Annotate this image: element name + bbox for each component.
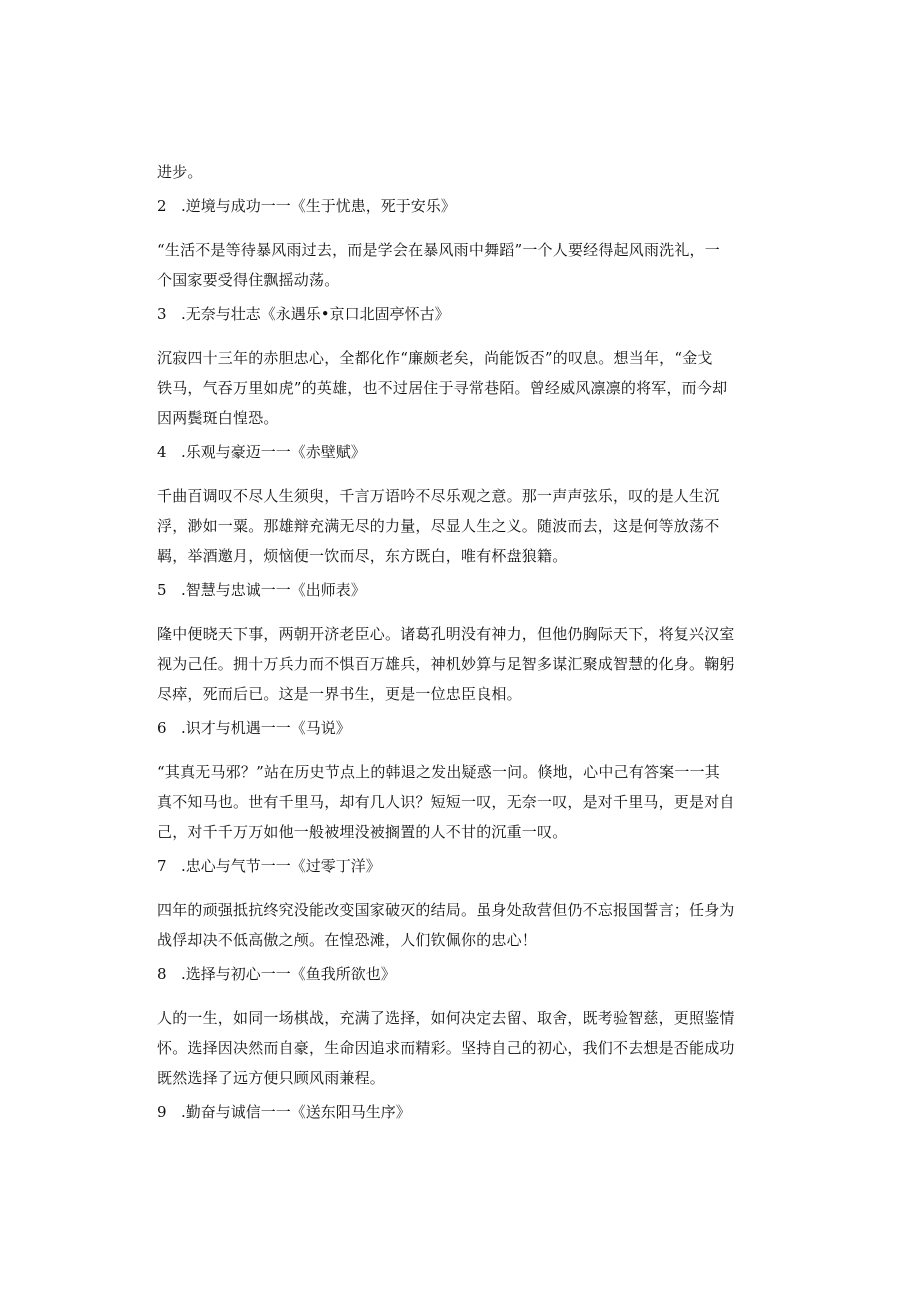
section-title: .智慧与忠诚一一《出师表》 <box>181 581 366 599</box>
section-paragraph <box>157 757 769 847</box>
section-heading <box>157 959 769 989</box>
section-heading <box>157 575 769 605</box>
section-title: .识才与机遇一一《马说》 <box>181 719 351 737</box>
paragraph-line: 真不知马也。世有千里马，却有几人识？短短一叹，无奈一叹，是对千里马，更是对自 <box>157 793 735 811</box>
section-title: .无奈与壮志《永遇乐•京口北固亭怀古》 <box>181 305 450 323</box>
paragraph-line: “其真无马邪？”站在历史节点上的韩退之发出疑惑一问。倏地，心中己有答案一一其 <box>157 763 720 781</box>
document-body <box>157 157 769 1141</box>
paragraph-line: 羁，举酒邀月，烦恼便一饮而尽，东方既白，唯有杯盘狼籍。 <box>157 547 568 565</box>
section-title: .选择与初心一一《鱼我所欲也》 <box>181 965 396 983</box>
section-paragraph <box>157 619 769 709</box>
section-number: 5 <box>157 581 167 599</box>
section-paragraph <box>157 235 769 295</box>
paragraph-line: 铁马，气吞万里如虎”的英雄，也不过居住于寻常巷陌。曾经威风凛凛的将军，而今却 <box>157 379 728 397</box>
intro-tail-text: 进步。 <box>157 163 203 181</box>
paragraph-line: 视为己任。拥十万兵力而不惧百万雄兵，神机妙算与足智多谋汇聚成智慧的化身。鞠躬 <box>157 655 735 673</box>
paragraph-line: 隆中便晓天下事，两朝开济老臣心。诸葛孔明没有神力，但他仍胸际天下，将复兴汉室 <box>157 625 735 643</box>
section-paragraph <box>157 895 769 955</box>
section-heading <box>157 191 769 221</box>
section-number: 7 <box>157 857 167 875</box>
section-heading <box>157 713 769 743</box>
paragraph-line: 千曲百调叹不尽人生须臾，千言万语吟不尽乐观之意。那一声声弦乐，叹的是人生沉 <box>157 487 720 505</box>
section-title: .勤奋与诚信一一《送东阳马生序》 <box>181 1103 411 1121</box>
paragraph-line: 人的一生，如同一场棋战，充满了选择，如何决定去留、取舍，既考验智慈，更照鉴情 <box>157 1009 735 1027</box>
section-number: 8 <box>157 965 167 983</box>
paragraph-line: “生活不是等待暴风雨过去，而是学会在暴风雨中舞蹈”一个人要经得起风雨洗礼，一 <box>157 241 720 259</box>
section-number: 3 <box>157 305 167 323</box>
paragraph-line: 个国家要受得住飘摇动荡。 <box>157 271 340 289</box>
section-number: 9 <box>157 1103 167 1121</box>
paragraph-line: 战俘却决不低高傲之颅。在惶恐滩，人们钦佩你的忠心！ <box>157 931 538 949</box>
paragraph-line: 沉寂四十三年的赤胆忠心，全都化作“廉颇老矣，尚能饭否”的叹息。想当年，“金戈 <box>157 349 713 367</box>
section-paragraph <box>157 481 769 571</box>
section-heading <box>157 851 769 881</box>
section-heading <box>157 299 769 329</box>
section-title: .忠心与气节一一《过零丁洋》 <box>181 857 381 875</box>
paragraph-line: 既然选择了远方便只顾风雨兼程。 <box>157 1069 386 1087</box>
paragraph-line: 己，对千千万万如他一般被埋没被搁置的人不甘的沉重一叹。 <box>157 823 568 841</box>
paragraph-line: 四年的顽强抵抗终究没能改变国家破灭的结局。虽身处敌营但仍不忘报国誓言；任身为 <box>157 901 735 919</box>
section-heading <box>157 1097 769 1127</box>
section-number: 6 <box>157 719 167 737</box>
paragraph-line: 因两鬓斑白惶恐。 <box>157 409 279 427</box>
section-number: 2 <box>157 197 167 215</box>
section-number: 4 <box>157 443 167 461</box>
section-title: .乐观与豪迈一一《赤壁赋》 <box>181 443 366 461</box>
section-paragraph <box>157 1003 769 1093</box>
paragraph-line: 浮，渺如一粟。那雄辩充满无尽的力量，尽显人生之义。随波而去，这是何等放荡不 <box>157 517 720 535</box>
section-heading <box>157 437 769 467</box>
section-paragraph <box>157 343 769 433</box>
paragraph-line: 尽瘁，死而后已。这是一界书生，更是一位忠臣良相。 <box>157 685 522 703</box>
section-title: .逆境与成功一一《生于忧患，死于安乐》 <box>181 197 456 215</box>
paragraph-line: 怀。选择因决然而自豪，生命因追求而精彩。坚持自己的初心，我们不去想是否能成功 <box>157 1039 735 1057</box>
